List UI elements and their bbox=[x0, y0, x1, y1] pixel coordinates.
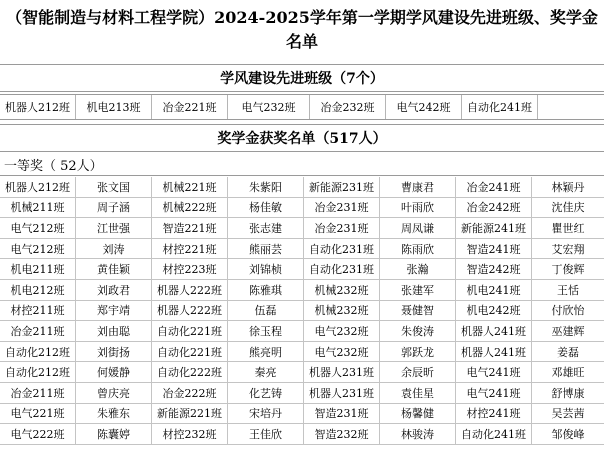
scholarship-heading: 奖学金获奖名单（517人） bbox=[0, 124, 604, 152]
class-cell: 冶金222班 bbox=[152, 383, 228, 404]
student-name-cell: 刘涛 bbox=[76, 239, 152, 260]
class-cell: 电气222班 bbox=[0, 424, 76, 445]
student-name-cell: 杨佳敏 bbox=[228, 198, 304, 219]
class-cell: 自动化221班 bbox=[152, 342, 228, 363]
student-name-cell: 刘锦桢 bbox=[228, 259, 304, 280]
class-cell: 智造221班 bbox=[152, 218, 228, 239]
student-name-cell: 邹俊峰 bbox=[532, 424, 604, 445]
student-name-cell: 宋培丹 bbox=[228, 404, 304, 425]
student-name-cell: 张志建 bbox=[228, 218, 304, 239]
class-cell: 机器人241班 bbox=[456, 321, 532, 342]
student-name-cell: 王恬 bbox=[532, 280, 604, 301]
class-cell: 新能源241班 bbox=[456, 218, 532, 239]
class-cell: 电气212班 bbox=[0, 218, 76, 239]
empty-cell bbox=[538, 95, 604, 119]
advanced-class-row bbox=[0, 94, 604, 120]
advanced-class-cell: 机电213班 bbox=[76, 95, 152, 119]
student-name-cell: 瞿世红 bbox=[532, 218, 604, 239]
student-name-cell: 吴芸茜 bbox=[532, 404, 604, 425]
student-name-cell: 姜磊 bbox=[532, 342, 604, 363]
student-name-cell: 邓雄旺 bbox=[532, 362, 604, 383]
class-cell: 电气241班 bbox=[456, 362, 532, 383]
student-name-cell: 朱雅东 bbox=[76, 404, 152, 425]
class-cell: 材控232班 bbox=[152, 424, 228, 445]
student-name-cell: 郭跃龙 bbox=[380, 342, 456, 363]
student-name-cell: 艾宏翔 bbox=[532, 239, 604, 260]
class-cell: 机电212班 bbox=[0, 280, 76, 301]
student-name-cell: 江世强 bbox=[76, 218, 152, 239]
class-cell: 机器人231班 bbox=[304, 362, 380, 383]
advanced-class-cell: 冶金232班 bbox=[310, 95, 386, 119]
class-cell: 机器人222班 bbox=[152, 280, 228, 301]
student-name-cell: 王佳欣 bbox=[228, 424, 304, 445]
scholarship-table bbox=[0, 177, 604, 445]
class-cell: 自动化212班 bbox=[0, 362, 76, 383]
student-name-cell: 曾庆亮 bbox=[76, 383, 152, 404]
student-name-cell: 刘由聪 bbox=[76, 321, 152, 342]
class-cell: 自动化212班 bbox=[0, 342, 76, 363]
advanced-class-cell: 冶金221班 bbox=[152, 95, 228, 119]
student-name-cell: 袁佳星 bbox=[380, 383, 456, 404]
class-cell: 冶金242班 bbox=[456, 198, 532, 219]
class-cell: 机电211班 bbox=[0, 259, 76, 280]
class-cell: 机械221班 bbox=[152, 177, 228, 198]
class-cell: 电气232班 bbox=[304, 342, 380, 363]
student-name-cell: 叶雨欣 bbox=[380, 198, 456, 219]
class-cell: 智造241班 bbox=[456, 239, 532, 260]
class-cell: 自动化222班 bbox=[152, 362, 228, 383]
class-cell: 机电241班 bbox=[456, 280, 532, 301]
student-name-cell: 伍磊 bbox=[228, 301, 304, 322]
class-cell: 电气212班 bbox=[0, 239, 76, 260]
student-name-cell: 余辰昕 bbox=[380, 362, 456, 383]
class-cell: 冶金231班 bbox=[304, 218, 380, 239]
class-cell: 新能源231班 bbox=[304, 177, 380, 198]
student-name-cell: 郑宇靖 bbox=[76, 301, 152, 322]
student-name-cell: 杨馨健 bbox=[380, 404, 456, 425]
student-name-cell: 黄佳颖 bbox=[76, 259, 152, 280]
class-cell: 材控221班 bbox=[152, 239, 228, 260]
student-name-cell: 朱紫阳 bbox=[228, 177, 304, 198]
student-name-cell: 巫建辉 bbox=[532, 321, 604, 342]
class-cell: 自动化221班 bbox=[152, 321, 228, 342]
class-cell: 电气232班 bbox=[304, 321, 380, 342]
student-name-cell: 何媛静 bbox=[76, 362, 152, 383]
class-cell: 材控241班 bbox=[456, 404, 532, 425]
class-cell: 机电242班 bbox=[456, 301, 532, 322]
class-cell: 自动化231班 bbox=[304, 259, 380, 280]
student-name-cell: 张瀚 bbox=[380, 259, 456, 280]
student-name-cell: 沈佳庆 bbox=[532, 198, 604, 219]
class-cell: 新能源221班 bbox=[152, 404, 228, 425]
class-cell: 机械222班 bbox=[152, 198, 228, 219]
student-name-cell: 丁俊辉 bbox=[532, 259, 604, 280]
student-name-cell: 林颖丹 bbox=[532, 177, 604, 198]
student-name-cell: 秦亮 bbox=[228, 362, 304, 383]
class-cell: 智造231班 bbox=[304, 404, 380, 425]
class-cell: 冶金211班 bbox=[0, 321, 76, 342]
student-name-cell: 熊丽芸 bbox=[228, 239, 304, 260]
student-name-cell: 刘街扬 bbox=[76, 342, 152, 363]
student-name-cell: 舒博康 bbox=[532, 383, 604, 404]
class-cell: 智造232班 bbox=[304, 424, 380, 445]
advanced-class-cell: 电气232班 bbox=[228, 95, 310, 119]
class-cell: 机器人222班 bbox=[152, 301, 228, 322]
class-cell: 材控211班 bbox=[0, 301, 76, 322]
class-cell: 机械232班 bbox=[304, 301, 380, 322]
class-cell: 机器人231班 bbox=[304, 383, 380, 404]
class-cell: 冶金231班 bbox=[304, 198, 380, 219]
student-name-cell: 聂健智 bbox=[380, 301, 456, 322]
class-cell: 智造242班 bbox=[456, 259, 532, 280]
student-name-cell: 曹康君 bbox=[380, 177, 456, 198]
student-name-cell: 张建军 bbox=[380, 280, 456, 301]
advanced-class-heading: 学风建设先进班级（7个） bbox=[0, 64, 604, 92]
student-name-cell: 周子涵 bbox=[76, 198, 152, 219]
student-name-cell: 付欣怡 bbox=[532, 301, 604, 322]
class-cell: 电气241班 bbox=[456, 383, 532, 404]
document-title: （智能制造与材料工程学院）2024-2025学年第一学期学风建设先进班级、奖学金名单 bbox=[6, 8, 598, 51]
class-cell: 冶金211班 bbox=[0, 383, 76, 404]
student-name-cell: 陈雅琪 bbox=[228, 280, 304, 301]
class-cell: 机械232班 bbox=[304, 280, 380, 301]
class-cell: 自动化241班 bbox=[456, 424, 532, 445]
student-name-cell: 徐玉程 bbox=[228, 321, 304, 342]
advanced-class-cell: 电气242班 bbox=[386, 95, 462, 119]
student-name-cell: 陈囊婷 bbox=[76, 424, 152, 445]
student-name-cell: 朱俊涛 bbox=[380, 321, 456, 342]
class-cell: 自动化231班 bbox=[304, 239, 380, 260]
student-name-cell: 熊亮明 bbox=[228, 342, 304, 363]
class-cell: 机器人241班 bbox=[456, 342, 532, 363]
advanced-class-cell: 自动化241班 bbox=[462, 95, 538, 119]
student-name-cell: 陈雨欣 bbox=[380, 239, 456, 260]
class-cell: 冶金241班 bbox=[456, 177, 532, 198]
student-name-cell: 张文国 bbox=[76, 177, 152, 198]
student-name-cell: 周凤谦 bbox=[380, 218, 456, 239]
student-name-cell: 林骏涛 bbox=[380, 424, 456, 445]
class-cell: 材控223班 bbox=[152, 259, 228, 280]
class-cell: 机械211班 bbox=[0, 198, 76, 219]
class-cell: 电气221班 bbox=[0, 404, 76, 425]
first-prize-label: 一等奖（ 52人） bbox=[0, 158, 604, 176]
class-cell: 机器人212班 bbox=[0, 177, 76, 198]
advanced-class-cell: 机器人212班 bbox=[0, 95, 76, 119]
student-name-cell: 化艺铸 bbox=[228, 383, 304, 404]
student-name-cell: 刘政君 bbox=[76, 280, 152, 301]
